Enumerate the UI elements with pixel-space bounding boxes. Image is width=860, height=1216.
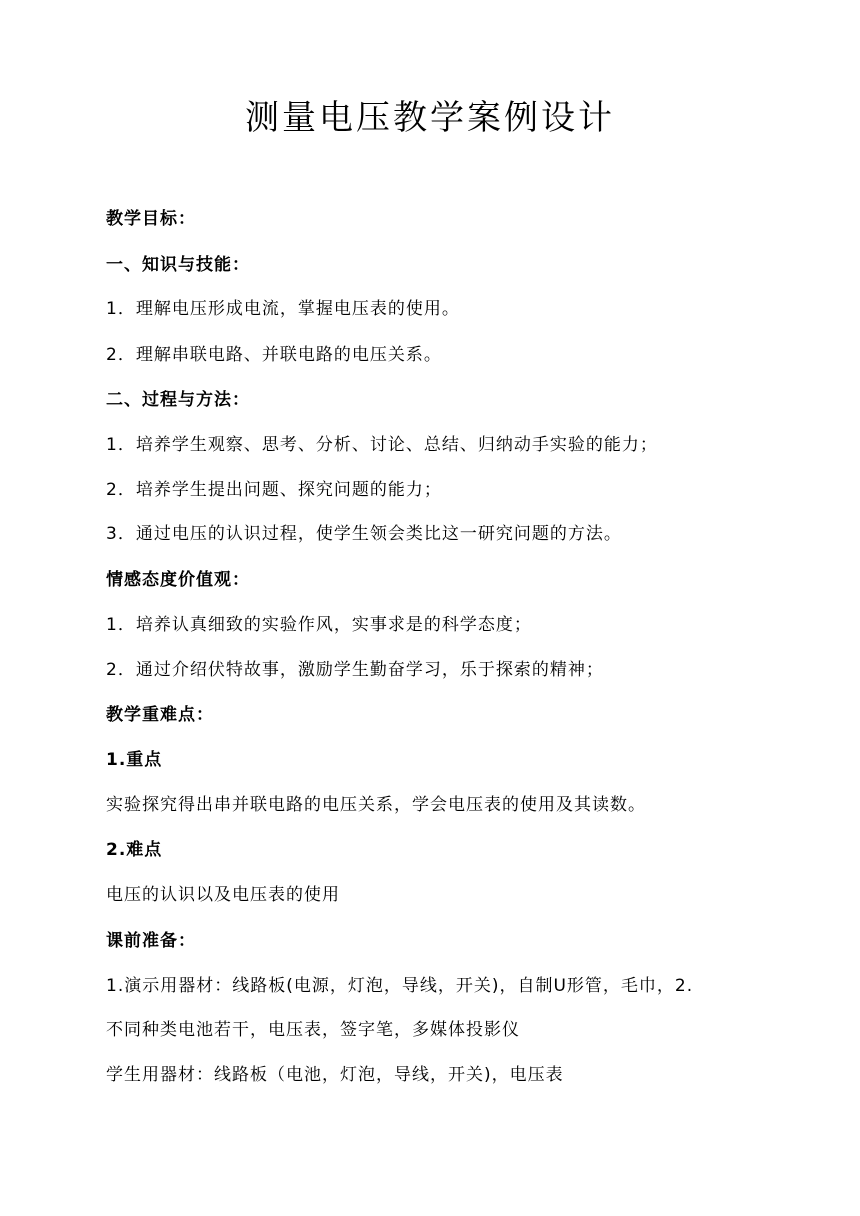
heading-teaching-objectives: 教学目标： bbox=[106, 209, 196, 229]
heading-attitude-values: 情感态度价值观： bbox=[106, 570, 250, 590]
document-title: 测量电压教学案例设计 bbox=[245, 98, 615, 138]
paragraph-line: 电压的认识以及电压表的使用 bbox=[106, 885, 340, 905]
paragraph-line: 2．理解串联电路、并联电路的电压关系。 bbox=[106, 345, 442, 365]
paragraph-line: 1.演示用器材：线路板(电源，灯泡，导线，开关)，自制U形管，毛巾，2. bbox=[106, 976, 694, 996]
heading-key-difficult-points: 教学重难点： bbox=[106, 705, 214, 725]
paragraph-line: 1．培养学生观察、思考、分析、讨论、总结、归纳动手实验的能力； bbox=[106, 435, 658, 455]
heading-knowledge-skills: 一、知识与技能： bbox=[106, 255, 250, 275]
subheading-difficult-point: 2.难点 bbox=[106, 840, 163, 860]
paragraph-line: 2．培养学生提出问题、探究问题的能力； bbox=[106, 480, 442, 500]
heading-preparation: 课前准备： bbox=[106, 931, 196, 951]
heading-process-methods: 二、过程与方法： bbox=[106, 390, 250, 410]
paragraph-line: 1．理解电压形成电流，掌握电压表的使用。 bbox=[106, 299, 460, 319]
subheading-key-point: 1.重点 bbox=[106, 750, 163, 770]
paragraph-line: 1．培养认真细致的实验作风，实事求是的科学态度； bbox=[106, 615, 532, 635]
paragraph-line: 学生用器材：线路板（电池，灯泡，导线，开关)，电压表 bbox=[106, 1065, 564, 1085]
paragraph-line: 2．通过介绍伏特故事，激励学生勤奋学习，乐于探索的精神； bbox=[106, 660, 604, 680]
paragraph-line: 不同种类电池若干，电压表，签字笔，多媒体投影仪 bbox=[106, 1020, 520, 1040]
paragraph-line: 实验探究得出串并联电路的电压关系，学会电压表的使用及其读数。 bbox=[106, 795, 646, 815]
paragraph-line: 3．通过电压的认识过程，使学生领会类比这一研究问题的方法。 bbox=[106, 524, 622, 544]
